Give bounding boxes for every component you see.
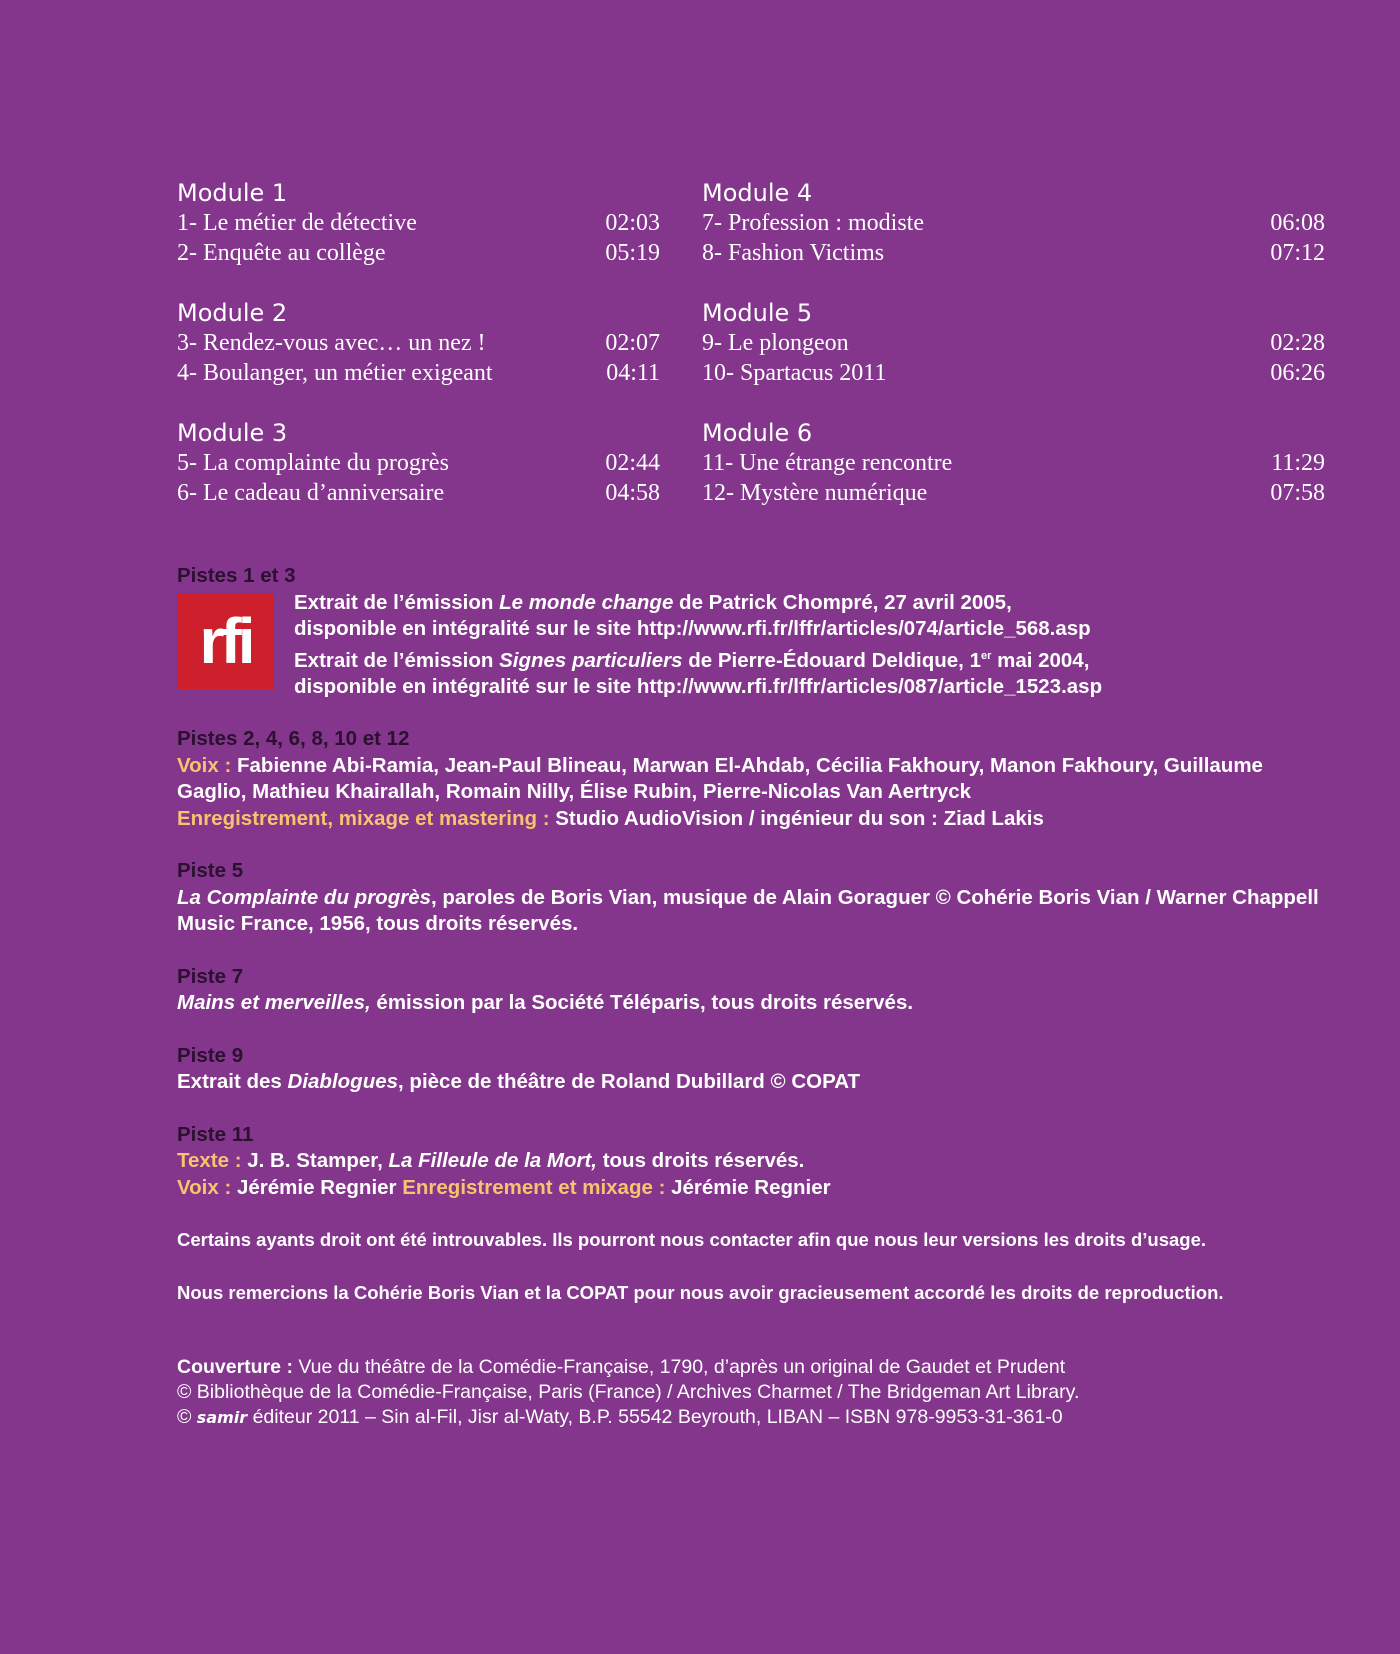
track-row — [177, 238, 660, 268]
track-row — [702, 448, 1325, 478]
publisher-logo: samir — [196, 1408, 248, 1427]
credit-label: Voix : — [177, 1175, 237, 1199]
rfi-logo — [177, 593, 274, 689]
program-title: Le monde change — [499, 590, 674, 614]
track-name: 3- Rendez-vous avec… un nez ! — [177, 330, 486, 356]
rights-note: Certains ayants droit ont été introuvables. Ils pourront nous contacter afin que nous leur versions les droits d’usage. — [177, 1229, 1207, 1251]
track-time: 02:28 — [1270, 330, 1325, 356]
module-title: Module 5 — [702, 299, 813, 327]
credit-line — [177, 990, 1325, 1017]
work-title: La Complainte du progrès — [177, 885, 431, 909]
credit-line — [294, 643, 1102, 674]
track-row — [702, 328, 1325, 358]
work-title: Mains et merveilles, — [177, 991, 371, 1015]
track-time: 06:08 — [1270, 210, 1325, 236]
module-2 — [177, 298, 660, 418]
program-title: Signes particuliers — [499, 648, 683, 672]
copyright-symbol: © — [177, 1406, 197, 1428]
credit-text: Jérémie Regnier — [237, 1175, 403, 1199]
track-time: 02:07 — [605, 330, 660, 356]
track-time: 02:44 — [605, 450, 660, 476]
credit-text: mai 2004, — [991, 648, 1090, 672]
track-time: 05:19 — [605, 240, 660, 266]
section-heading: Piste 9 — [177, 1043, 244, 1067]
footer — [177, 1355, 1325, 1430]
track-row — [177, 478, 660, 508]
track-row — [702, 478, 1325, 508]
module-5 — [702, 298, 1325, 418]
credit-label: Enregistrement, mixage et mastering : — [177, 806, 556, 830]
module-3 — [177, 418, 660, 538]
ordinal-sup: er — [980, 649, 992, 662]
track-time: 07:12 — [1270, 240, 1325, 266]
publisher-credit — [177, 1405, 1325, 1430]
module-title: Module 3 — [177, 419, 288, 447]
credits-section — [177, 563, 1325, 1332]
credit-text: Extrait de l’émission — [294, 590, 500, 614]
credits-piste-7 — [177, 964, 1325, 1017]
track-time: 06:26 — [1270, 360, 1325, 386]
credit-line — [177, 1069, 1325, 1096]
track-name: 5- La complainte du progrès — [177, 450, 449, 476]
track-time: 11:29 — [1271, 450, 1325, 476]
track-name: 8- Fashion Victims — [702, 240, 885, 266]
rfi-credit-text — [294, 590, 1102, 701]
credit-text: Extrait des — [177, 1070, 288, 1094]
track-row — [702, 238, 1325, 268]
rfi-credit — [177, 590, 1325, 701]
credit-text: Jérémie Regnier — [671, 1175, 831, 1199]
track-name: 10- Spartacus 2011 — [702, 360, 887, 386]
module-1 — [177, 178, 660, 298]
credit-text: de Patrick Chompré, 27 avril 2005, — [673, 590, 1012, 614]
work-title: Diablogues — [287, 1070, 399, 1094]
credit-text: éditeur 2011 – Sin al-Fil, Jisr al-Waty, B.P. 55542 Beyrouth, LIBAN – ISBN 978-9953-31-361-0 — [247, 1406, 1063, 1428]
track-row — [177, 328, 660, 358]
thanks-note: Nous remercions la Cohérie Boris Vian et la COPAT pour nous avoir gracieusement accordé les droits de reproduction. — [177, 1281, 1224, 1303]
track-name: 12- Mystère numérique — [702, 480, 928, 506]
cover-credit — [177, 1355, 1325, 1380]
credit-line — [177, 806, 1325, 833]
credit-line — [177, 885, 1325, 938]
credit-label: Texte : — [177, 1149, 248, 1173]
track-name: 11- Une étrange rencontre — [702, 450, 953, 476]
credit-label: Enregistrement et mixage : — [402, 1175, 672, 1199]
credit-text: Studio AudioVision / ingénieur du son : Ziad Lakis — [555, 806, 1044, 830]
track-name: 1- Le métier de détective — [177, 210, 417, 236]
track-row — [702, 358, 1325, 388]
track-row — [177, 448, 660, 478]
credit-line — [177, 1148, 1325, 1175]
track-time: 04:11 — [606, 360, 660, 386]
library-credit: © Bibliothèque de la Comédie-Française, Paris (France) / Archives Charmet / The Bridgeman Art Library. — [177, 1381, 1080, 1403]
module-title: Module 4 — [702, 179, 813, 207]
section-heading: Pistes 1 et 3 — [177, 564, 296, 587]
track-row — [177, 358, 660, 388]
section-heading: Piste 5 — [177, 859, 244, 883]
credit-label: Voix : — [177, 753, 237, 777]
credit-text: émission par la Société Téléparis, tous droits réservés. — [370, 991, 914, 1015]
credit-text: Extrait de l’émission — [294, 648, 500, 672]
credits-pistes-pairs — [177, 726, 1325, 832]
credit-text: de Pierre-Édouard Deldique, 1 — [682, 648, 981, 672]
credit-text: , paroles de Boris Vian, musique de Alain Goraguer © Cohérie Boris Vian / Warner Chappell Music France, 1956, tous droits réservés. — [177, 885, 1319, 936]
credit-text: Fabienne Abi-Ramia, Jean-Paul Blineau, Marwan El-Ahdab, Cécilia Fakhoury, Manon Fakhoury, Guillaume Gaglio, Mathieu Khairallah, Romain Nilly, Élise Rubin, Pierre-Nicolas Van Aertryck — [177, 753, 1263, 804]
track-time: 02:03 — [605, 210, 660, 236]
credit-text: Vue du théâtre de la Comédie-Française, 1790, d’après un original de Gaudet et Prudent — [298, 1356, 1066, 1378]
track-time: 07:58 — [1270, 480, 1325, 506]
track-list — [177, 178, 1325, 538]
section-heading: Piste 7 — [177, 964, 244, 988]
module-title: Module 1 — [177, 179, 288, 207]
credits-piste-11 — [177, 1122, 1325, 1202]
rfi-logo-text: rfi — [199, 604, 252, 677]
credit-text: J. B. Stamper, — [247, 1149, 389, 1173]
credits-piste-5 — [177, 858, 1325, 938]
track-name: 7- Profession : modiste — [702, 210, 924, 236]
credits-pistes-1-3 — [177, 563, 1325, 700]
module-4 — [702, 178, 1325, 298]
section-heading: Pistes 2, 4, 6, 8, 10 et 12 — [177, 727, 410, 751]
credit-line: disponible en intégralité sur le site http://www.rfi.fr/lffr/articles/074/article_568.asp — [294, 617, 1091, 640]
module-title: Module 6 — [702, 419, 813, 447]
module-title: Module 2 — [177, 299, 288, 327]
track-time: 04:58 — [605, 480, 660, 506]
track-name: 2- Enquête au collège — [177, 240, 386, 266]
credit-line — [177, 1175, 1325, 1202]
credit-text: tous droits réservés. — [597, 1149, 805, 1173]
credit-line: disponible en intégralité sur le site http://www.rfi.fr/lffr/articles/087/article_1523.asp — [294, 674, 1103, 698]
track-row — [702, 208, 1325, 238]
credits-piste-9 — [177, 1043, 1325, 1096]
work-title: La Filleule de la Mort, — [388, 1149, 597, 1173]
credit-text: , pièce de théâtre de Roland Dubillard © COPAT — [398, 1070, 861, 1094]
module-6 — [702, 418, 1325, 538]
section-heading: Piste 11 — [177, 1122, 254, 1146]
track-name: 4- Boulanger, un métier exigeant — [177, 360, 493, 386]
credit-line — [294, 590, 1102, 617]
credit-line — [177, 753, 1325, 806]
track-name: 9- Le plongeon — [702, 330, 849, 356]
track-name: 6- Le cadeau d’anniversaire — [177, 480, 445, 506]
credit-label: Couverture : — [177, 1356, 299, 1378]
track-row — [177, 208, 660, 238]
